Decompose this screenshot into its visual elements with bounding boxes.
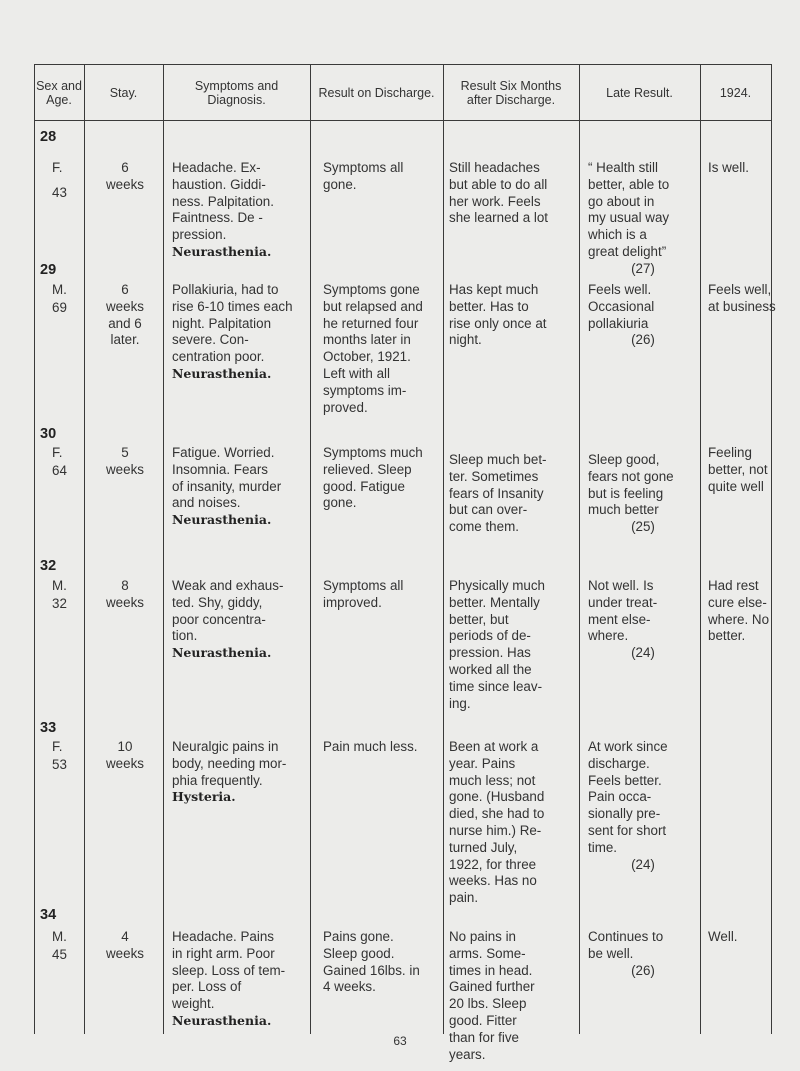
late-result-number: (25) xyxy=(631,519,655,535)
late-result-text: Feels well. Occasional pollakiuria xyxy=(588,282,655,331)
case-number: 34 xyxy=(40,907,57,923)
diagnosis: Neurasthenia. xyxy=(172,645,272,661)
stay: 5 weeks xyxy=(106,445,144,477)
case-number: 33 xyxy=(40,720,57,736)
column-divider xyxy=(310,64,311,1034)
age: 64 xyxy=(52,463,67,478)
result-1924: Feeling better, not quite well xyxy=(708,445,768,494)
result-six-months: Has kept much better. Has to rise only once at night. xyxy=(449,282,547,348)
age: 32 xyxy=(52,596,67,611)
late-result-number: (24) xyxy=(631,856,655,872)
late-result xyxy=(588,160,698,278)
header-sex-age: Sex and Age. xyxy=(36,79,82,107)
result-on-discharge: Symptoms much relieved. Sleep good. Fatigue gone. xyxy=(323,445,423,511)
sex: M. xyxy=(52,578,67,593)
late-result xyxy=(588,929,698,979)
late-result-text: “ Health still better, able to go about in my usual way which is a great delight” xyxy=(588,160,670,259)
late-result-number: (26) xyxy=(631,962,655,978)
diagnosis: Neurasthenia. xyxy=(172,512,272,528)
header-1924: 1924. xyxy=(719,86,752,100)
result-on-discharge: Symptoms all gone. xyxy=(323,160,404,192)
result-six-months: Been at work a year. Pains much less; not gone. (Husband died, she had to nurse him.) Re- turned July, 1922, for three weeks. Has no pain. xyxy=(449,739,545,906)
late-result-text: Not well. Is under treat- ment else- where. xyxy=(588,578,658,644)
symptoms xyxy=(172,739,305,806)
result-1924: Well. xyxy=(708,929,738,944)
result-on-discharge: Symptoms gone but relapsed and he returned four months later in October, 1921. Left with all symptoms im- proved. xyxy=(323,282,423,415)
stay: 10 weeks xyxy=(106,739,144,771)
late-result-number: (26) xyxy=(631,332,655,348)
result-six-months: Sleep much bet- ter. Sometimes fears of Insanity but can over- come them. xyxy=(449,452,547,535)
diagnosis: Hysteria. xyxy=(172,789,236,805)
symptoms-text: Pollakiuria, had to rise 6-10 times each night. Palpitation severe. Con- centration poor. xyxy=(172,282,293,365)
column-divider xyxy=(700,64,701,1034)
case-number: 30 xyxy=(40,426,57,442)
header-result-six-months: Result Six Months after Discharge. xyxy=(460,79,562,107)
symptoms-text: Headache. Ex- haustion. Giddi- ness. Palpitation. Faintness. De - pression. xyxy=(172,160,274,243)
late-result-text: At work since discharge. Feels better. Pain occa- sionally pre- sent for short time. xyxy=(588,739,668,855)
page-number: 63 xyxy=(393,1034,407,1048)
diagnosis: Neurasthenia. xyxy=(172,243,272,259)
stay: 6 weeks and 6 later. xyxy=(106,282,144,348)
late-result xyxy=(588,578,698,662)
result-six-months: Still headaches but able to do all her work. Feels she learned a lot xyxy=(449,160,549,226)
symptoms xyxy=(172,578,305,662)
column-divider xyxy=(579,64,580,1034)
case-number: 29 xyxy=(40,262,57,278)
late-result xyxy=(588,739,698,873)
age: 69 xyxy=(52,300,67,315)
result-on-discharge: Pains gone. Sleep good. Gained 16lbs. in 4 weeks. xyxy=(323,929,420,995)
age: 43 xyxy=(52,185,67,200)
sex: F. xyxy=(52,445,63,460)
stay: 6 weeks xyxy=(106,160,144,192)
result-six-months: Physically much better. Mentally better, but periods of de- pression. Has worked all the time since leav- ing. xyxy=(449,578,545,711)
symptoms xyxy=(172,160,305,261)
header-symptoms: Symptoms and Diagnosis. xyxy=(194,79,279,107)
age: 53 xyxy=(52,757,67,772)
symptoms-text: Weak and exhaus- ted. Shy, giddy, poor concentra- tion. xyxy=(172,578,284,644)
result-on-discharge: Symptoms all improved. xyxy=(323,578,404,610)
sex: M. xyxy=(52,929,67,944)
case-number: 28 xyxy=(40,129,57,145)
late-result-number: (24) xyxy=(631,645,655,661)
result-1924: Had rest cure else- where. No better. xyxy=(708,578,770,644)
table-border-right xyxy=(771,64,772,1034)
column-divider xyxy=(163,64,164,1034)
sex: F. xyxy=(52,739,63,754)
result-1924: Feels well, at business xyxy=(708,282,776,314)
result-on-discharge: Pain much less. xyxy=(323,739,418,754)
column-divider xyxy=(84,64,85,1034)
result-1924: Is well. xyxy=(708,160,749,175)
symptoms xyxy=(172,282,305,383)
case-number: 32 xyxy=(40,558,57,574)
header-bottom-rule xyxy=(34,120,772,121)
column-divider xyxy=(443,64,444,1034)
header-result-discharge: Result on Discharge. xyxy=(318,86,435,100)
table-border-left xyxy=(34,64,35,1034)
sex: F. xyxy=(52,160,63,175)
symptoms-text: Fatigue. Worried. Insomnia. Fears of insanity, murder and noises. xyxy=(172,445,282,511)
symptoms-text: Headache. Pains in right arm. Poor sleep. Loss of tem- per. Loss of weight. xyxy=(172,929,286,1012)
diagnosis: Neurasthenia. xyxy=(172,1012,272,1028)
header-stay: Stay. xyxy=(109,86,138,100)
result-six-months: No pains in arms. Some- times in head. Gained further 20 lbs. Sleep good. Fitter than for five years. xyxy=(449,929,535,1062)
header-late-result: Late Result. xyxy=(606,86,673,100)
diagnosis: Neurasthenia. xyxy=(172,365,272,381)
symptoms xyxy=(172,929,305,1030)
sex: M. xyxy=(52,282,67,297)
stay: 4 weeks xyxy=(106,929,144,961)
late-result-text: Continues to be well. xyxy=(588,929,664,961)
late-result-number: (27) xyxy=(631,260,655,276)
symptoms-text: Neuralgic pains in body, needing mor- phia frequently. xyxy=(172,739,287,788)
stay: 8 weeks xyxy=(106,578,144,610)
age: 45 xyxy=(52,947,67,962)
late-result-text: Sleep good, fears not gone but is feeling much better xyxy=(588,452,674,518)
symptoms xyxy=(172,445,305,529)
late-result xyxy=(588,452,698,536)
late-result xyxy=(588,282,698,349)
